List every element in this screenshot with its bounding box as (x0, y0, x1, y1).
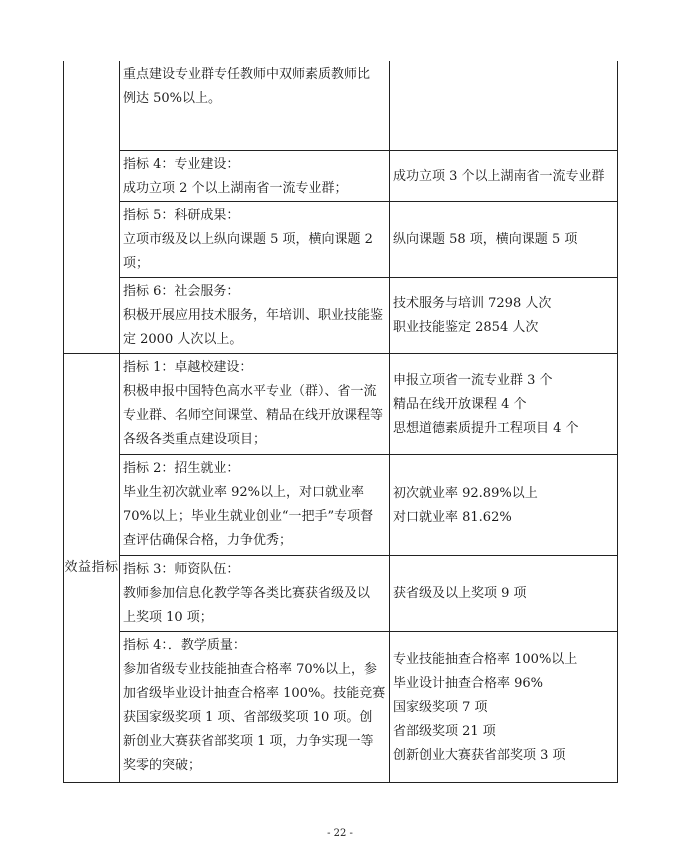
index-line: 重点建设专业群专任教师中双师素质教师比 (123, 67, 371, 82)
table-row (64, 454, 618, 555)
result-line: 思想道德素质提升工程项目 4 个 (393, 420, 579, 436)
category-label: 效益指标 (64, 559, 119, 575)
index-line: 获国家级奖项 1 项、省部级奖项 10 项。创 (123, 709, 373, 725)
table-row (64, 631, 618, 782)
index-line: 指标 4：专业建设： (123, 156, 240, 172)
result-line: 创新创业大赛获省部奖项 3 项 (393, 747, 566, 763)
category-cell (64, 353, 120, 782)
table-row (64, 277, 618, 353)
index-line: 教师参加信息化教学等各类比赛获省级及以 (123, 585, 371, 601)
index-line: 上奖项 10 项； (123, 609, 213, 625)
result-cell (390, 454, 618, 555)
index-line: 例达 50%以上。 (123, 91, 222, 106)
result-line: 纵向课题 58 项，横向课题 5 项 (393, 232, 578, 247)
result-line: 省部级奖项 21 项 (393, 723, 496, 739)
index-line: 奖零的突破； (123, 757, 202, 773)
index-line: 立项市级及以上纵向课题 5 项，横向课题 2 (123, 231, 373, 247)
indicator-table (63, 61, 618, 783)
category-cell-empty (64, 61, 120, 353)
table-row (64, 150, 618, 201)
table-row (64, 61, 618, 150)
index-cell (120, 277, 390, 353)
table-row (64, 353, 618, 454)
index-line: 加省级毕业设计抽查合格率 100%。技能竞赛 (123, 685, 386, 701)
result-line: 专业技能抽查合格率 100%以上 (393, 651, 578, 667)
result-line: 职业技能鉴定 2854 人次 (393, 320, 539, 335)
result-line: 国家级奖项 7 项 (393, 699, 488, 715)
result-cell (390, 201, 618, 277)
result-cell (390, 353, 618, 454)
result-cell (390, 631, 618, 782)
result-line: 获省级及以上奖项 9 项 (393, 586, 527, 601)
result-line: 对口就业率 81.62% (393, 509, 512, 525)
index-line: 积极开展应用技术服务，年培训、职业技能鉴 (123, 307, 384, 323)
index-cell (120, 201, 390, 277)
index-line: 指标 5：科研成果： (123, 207, 240, 223)
index-cell (120, 555, 390, 631)
result-line: 毕业设计抽查合格率 96% (393, 675, 544, 691)
index-cell (120, 353, 390, 454)
index-line: 指标 1：卓越校建设： (123, 359, 253, 375)
index-line: 毕业生初次就业率 92%以上，对口就业率 (123, 484, 365, 500)
table-row (64, 201, 618, 277)
result-line: 申报立项省一流专业群 3 个 (393, 372, 553, 388)
index-line: 新创业大赛获省部奖项 1 项，力争实现一等 (123, 733, 374, 749)
result-line: 成功立项 3 个以上湖南省一流专业群 (393, 168, 605, 184)
result-line: 初次就业率 92.89%以上 (393, 485, 538, 501)
index-line: 成功立项 2 个以上湖南省一流专业群； (123, 180, 348, 196)
index-cell (120, 631, 390, 782)
index-line: 项； (123, 255, 150, 271)
table-row (64, 555, 618, 631)
index-line: 指标 6：社会服务： (123, 283, 240, 299)
index-line: 70%以上；毕业生就业创业“一把手”专项督 (123, 508, 374, 524)
index-line: 专业群、名师空间课堂、精品在线开放课程等 (123, 407, 384, 423)
index-line: 定 2000 人次以上。 (123, 331, 243, 347)
page-number: - 22 - (327, 828, 353, 839)
result-cell (390, 277, 618, 353)
index-line: 参加省级专业技能抽查合格率 70%以上，参 (123, 661, 378, 677)
result-line: 技术服务与培训 7298 人次 (393, 296, 552, 311)
index-cell (120, 150, 390, 201)
index-line: 指标 3：师资队伍： (123, 561, 240, 577)
index-line: 指标 4：．教学质量： (123, 637, 246, 653)
result-cell (390, 61, 618, 150)
result-line: 精品在线开放课程 4 个 (393, 396, 527, 412)
index-line: 积极申报中国特色高水平专业（群）、省一流 (123, 383, 377, 399)
result-cell (390, 150, 618, 201)
index-line: 查评估确保合格，力争优秀； (123, 532, 293, 548)
index-cell (120, 454, 390, 555)
index-line: 各级各类重点建设项目； (123, 431, 267, 447)
result-cell (390, 555, 618, 631)
index-line: 指标 2：招生就业： (123, 460, 240, 476)
index-cell (120, 61, 390, 150)
